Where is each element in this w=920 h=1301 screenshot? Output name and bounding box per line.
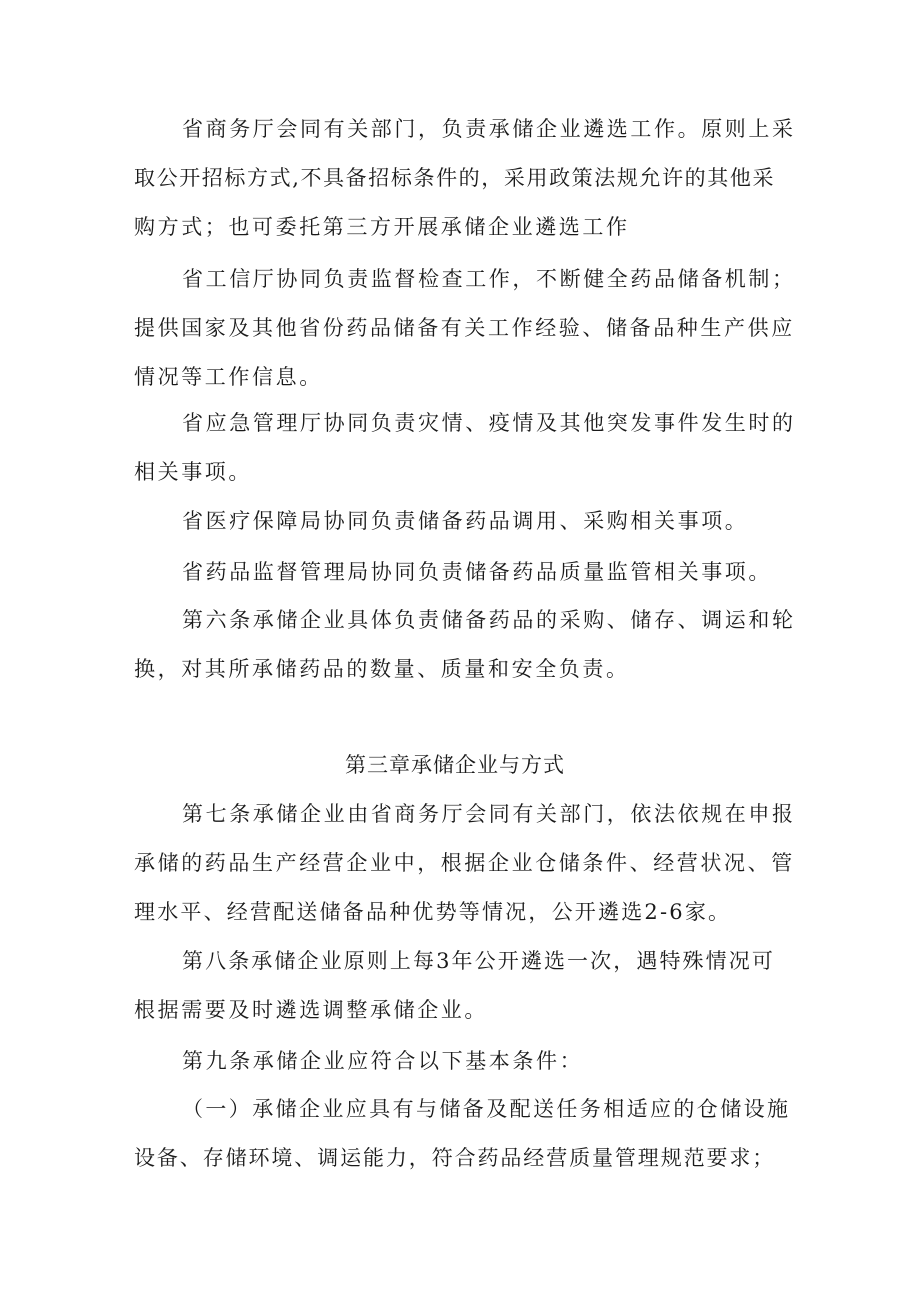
text-line: 换，对其所承储药品的数量、质量和安全负责。 bbox=[134, 657, 630, 681]
text-line: 理水平、经营配送储备品种优势等情况，公开遴选2-6家。 bbox=[134, 900, 732, 924]
text-line: （一）承储企业应具有与储备及配送任务相适应的仓储设施 bbox=[182, 1097, 791, 1121]
text-line: 省药品监督管理局协同负责储备药品质量监管相关事项。 bbox=[182, 560, 772, 584]
text-line: 省应急管理厅协同负责灾情、疫情及其他突发事件发生时的 bbox=[182, 411, 796, 435]
text-line: 省商务厅会同有关部门，负责承储企业遴选工作。原则上采 bbox=[182, 117, 796, 141]
text-line: 第七条承储企业由省商务厅会同有关部门，依法依规在申报 bbox=[182, 802, 796, 826]
text-line: 承储的药品生产经营企业中，根据企业仓储条件、经营状况、管 bbox=[134, 851, 795, 875]
text-line: 取公开招标方式,不具备招标条件的，采用政策法规允许的其他采 bbox=[134, 166, 776, 190]
text-line: 省工信厅协同负责监督检查工作，不断健全药品储备机制； bbox=[182, 267, 796, 291]
text-line: 第八条承储企业原则上每3年公开遴选一次，遇特殊情况可 bbox=[182, 949, 775, 973]
text-line: 第六条承储企业具体负责储备药品的采购、储存、调运和轮 bbox=[182, 608, 796, 632]
text-line: 提供国家及其他省份药品储备有关工作经验、储备品种生产供应 bbox=[134, 316, 795, 340]
text-line: 根据需要及时遴选调整承储企业。 bbox=[134, 998, 488, 1022]
text-line: 省医疗保障局协同负责储备药品调用、采购相关事项。 bbox=[182, 509, 749, 533]
chapter-heading: 第三章承储企业与方式 bbox=[345, 753, 565, 777]
text-line: 购方式；也可委托第三方开展承储企业遴选工作 bbox=[134, 215, 630, 239]
text-line: 情况等工作信息。 bbox=[134, 365, 323, 389]
text-line: 设备、存储环境、调运能力，符合药品经营质量管理规范要求； bbox=[134, 1146, 776, 1170]
text-line: 第九条承储企业应符合以下基本条件： bbox=[182, 1049, 584, 1073]
text-line: 相关事项。 bbox=[134, 460, 252, 484]
